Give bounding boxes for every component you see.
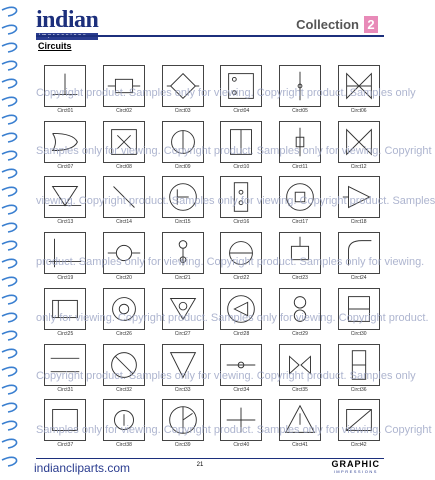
clipart-cell[interactable] [153, 288, 212, 344]
clipart-cell[interactable] [329, 121, 388, 177]
spiral-binding [0, 0, 24, 480]
circuit-thumbnail[interactable] [162, 232, 204, 274]
circuit-thumbnail[interactable] [44, 232, 86, 274]
circuit-caption: Circt16 [233, 219, 250, 226]
circuit-thumbnail[interactable] [220, 288, 262, 330]
circuit-thumbnail[interactable] [103, 176, 145, 218]
watermark-text: product. Samples only for viewing. Copyright product. Samples only for viewing. [36, 256, 425, 268]
circuit-thumbnail[interactable] [103, 344, 145, 386]
watermark-text: Copyright product. Samples only for viewing. Copyright product. Samples only [36, 87, 416, 99]
brand-sub: IMPRESSIONS [333, 469, 378, 474]
clipart-cell[interactable] [36, 65, 95, 121]
circuit-caption: Circt10 [233, 163, 250, 170]
graphic-impressions-logo [331, 459, 380, 474]
circuit-caption: Circt41 [292, 442, 308, 449]
clipart-cell[interactable] [329, 232, 388, 288]
clipart-cell[interactable] [95, 232, 154, 288]
clipart-cell[interactable] [153, 399, 212, 455]
circuit-thumbnail[interactable] [220, 176, 262, 218]
clipart-cell[interactable] [329, 399, 388, 455]
circuit-caption: Circt06 [350, 108, 367, 114]
circuit-thumbnail[interactable] [220, 121, 262, 163]
clipart-cell[interactable] [271, 344, 330, 400]
clipart-cell[interactable] [36, 176, 95, 232]
circuit-thumbnail[interactable] [103, 65, 145, 107]
circuit-thumbnail[interactable] [338, 288, 380, 330]
circuit-caption: Circt01 [57, 108, 74, 114]
circuit-caption: Circt25 [57, 330, 74, 337]
circuit-thumbnail[interactable] [338, 232, 380, 274]
clipart-cell[interactable] [95, 399, 154, 455]
clipart-cell[interactable] [329, 176, 388, 232]
circuit-caption: Circt28 [233, 330, 250, 337]
circuit-thumbnail[interactable] [279, 65, 321, 107]
circuit-caption: Circt36 [350, 386, 367, 393]
clipart-cell[interactable] [212, 288, 271, 344]
circuit-caption: Circt26 [116, 330, 132, 337]
circuit-caption: Circt20 [116, 275, 132, 282]
circuit-caption: Circt07 [57, 163, 74, 170]
circuit-caption: Circt42 [350, 442, 367, 449]
clipart-cell[interactable] [212, 399, 271, 455]
circuit-thumbnail[interactable] [338, 399, 380, 441]
clipart-cell[interactable] [271, 65, 330, 121]
circuit-caption: Circt39 [174, 442, 191, 449]
circuit-caption: Circt24 [350, 275, 367, 282]
collection-header [296, 16, 378, 33]
circuit-thumbnail[interactable] [220, 232, 262, 274]
circuit-caption: Circt12 [350, 163, 367, 170]
circuit-thumbnail[interactable] [338, 176, 380, 218]
clipart-cell[interactable] [153, 232, 212, 288]
clipart-cell[interactable] [271, 121, 330, 177]
circuit-caption: Circt21 [174, 275, 191, 282]
clipart-cell[interactable] [212, 65, 271, 121]
watermark-text: Samples only for viewing. Copyright product. Samples only for viewing. Copyright [36, 145, 432, 157]
clipart-cell[interactable] [95, 65, 154, 121]
clipart-cell[interactable] [95, 121, 154, 177]
clipart-cell[interactable] [271, 176, 330, 232]
collection-number-badge: 2 [364, 16, 378, 33]
clipart-cell[interactable] [271, 288, 330, 344]
circuit-caption: Circt23 [292, 275, 308, 282]
circuit-caption: Circt11 [292, 163, 308, 170]
clipart-grid [36, 65, 435, 455]
circuit-caption: Circt04 [233, 108, 250, 114]
clipart-cell[interactable] [153, 344, 212, 400]
watermark-text: viewing. Copyright product. Samples only for viewing. Copyright product. Samples [36, 195, 435, 207]
circuit-thumbnail[interactable] [162, 288, 204, 330]
circuit-caption: Circt17 [292, 219, 308, 226]
brand-name: GRAPHIC [331, 459, 380, 469]
clipart-cell[interactable] [212, 121, 271, 177]
clipart-cell[interactable] [36, 232, 95, 288]
circuit-thumbnail[interactable] [279, 176, 321, 218]
circuit-caption: Circt08 [116, 163, 132, 170]
watermark-text: Samples only for viewing. Copyright product. Samples only for viewing. Copyright [36, 424, 432, 436]
section-title: Circuits [38, 41, 72, 51]
circuit-thumbnail[interactable] [338, 344, 380, 386]
circuit-thumbnail[interactable] [44, 399, 86, 441]
circuit-thumbnail[interactable] [279, 232, 321, 274]
clipart-cell[interactable] [36, 121, 95, 177]
clipart-cell[interactable] [212, 232, 271, 288]
circuit-caption: Circt32 [116, 386, 132, 393]
circuit-caption: Circt30 [350, 330, 367, 337]
clipart-cell[interactable] [95, 288, 154, 344]
circuit-thumbnail[interactable] [44, 288, 86, 330]
circuit-caption: Circt05 [292, 108, 308, 114]
circuit-thumbnail[interactable] [162, 65, 204, 107]
circuit-thumbnail[interactable] [44, 344, 86, 386]
circuit-thumbnail[interactable] [162, 176, 204, 218]
circuit-thumbnail[interactable] [162, 399, 204, 441]
logo-main-text: indian [36, 7, 99, 33]
collection-label: Collection [296, 17, 359, 32]
circuit-thumbnail[interactable] [279, 344, 321, 386]
clipart-cell[interactable] [95, 176, 154, 232]
circuit-caption: Circt37 [57, 442, 74, 449]
clipart-cell[interactable] [329, 288, 388, 344]
circuit-caption: Circt40 [233, 442, 250, 449]
circuit-caption: Circt35 [292, 386, 308, 393]
clipart-cell[interactable] [36, 288, 95, 344]
clipart-cell[interactable] [95, 344, 154, 400]
clipart-cell[interactable] [36, 399, 95, 455]
circuit-thumbnail[interactable] [103, 121, 145, 163]
circuit-thumbnail[interactable] [103, 399, 145, 441]
circuit-thumbnail[interactable] [103, 232, 145, 274]
circuit-caption: Circt27 [174, 330, 191, 337]
footer-url[interactable]: indiancliparts.com [34, 461, 131, 475]
header-divider [36, 35, 384, 37]
circuit-caption: Circt33 [174, 386, 191, 393]
circuit-caption: Circt09 [174, 163, 191, 170]
circuit-caption: Circt03 [174, 108, 191, 114]
clipart-cell[interactable] [329, 65, 388, 121]
circuit-caption: Circt34 [233, 386, 250, 393]
watermark-text: only for viewing. Copyright product. Samples only for viewing. Copyright product. [36, 312, 429, 324]
circuit-thumbnail[interactable] [220, 344, 262, 386]
circuit-thumbnail[interactable] [279, 121, 321, 163]
circuit-thumbnail[interactable] [338, 121, 380, 163]
circuit-thumbnail[interactable] [220, 399, 262, 441]
circuit-thumbnail[interactable] [338, 65, 380, 107]
clipart-cell[interactable] [36, 344, 95, 400]
circuit-caption: Circt18 [350, 219, 367, 226]
circuit-caption: Circt15 [174, 219, 191, 226]
circuit-thumbnail[interactable] [44, 65, 86, 107]
circuit-thumbnail[interactable] [103, 288, 145, 330]
circuit-thumbnail[interactable] [279, 399, 321, 441]
circuit-caption: Circt02 [116, 108, 132, 114]
clipart-cell[interactable] [271, 232, 330, 288]
clipart-cell[interactable] [153, 65, 212, 121]
circuit-caption: Circt31 [57, 386, 74, 393]
circuit-caption: Circt14 [116, 219, 132, 226]
clipart-cell[interactable] [271, 399, 330, 455]
circuit-caption: Circt38 [116, 442, 132, 449]
circuit-thumbnail[interactable] [44, 176, 86, 218]
clipart-cell[interactable] [329, 344, 388, 400]
clipart-cell[interactable] [212, 344, 271, 400]
circuit-thumbnail[interactable] [279, 288, 321, 330]
circuit-caption: Circt13 [57, 219, 74, 226]
clipart-cell[interactable] [153, 176, 212, 232]
circuit-caption: Circt19 [57, 275, 74, 282]
clipart-cell[interactable] [153, 121, 212, 177]
circuit-caption: Circt22 [233, 275, 250, 282]
circuit-thumbnail[interactable] [162, 344, 204, 386]
page-number: 21 [196, 462, 204, 468]
circuit-thumbnail[interactable] [44, 121, 86, 163]
circuit-thumbnail[interactable] [220, 65, 262, 107]
circuit-thumbnail[interactable] [162, 121, 204, 163]
clipart-cell[interactable] [212, 176, 271, 232]
watermark-text: Copyright product. Samples only for viewing. Copyright product. Samples only [36, 370, 416, 382]
circuit-caption: Circt29 [292, 330, 308, 337]
